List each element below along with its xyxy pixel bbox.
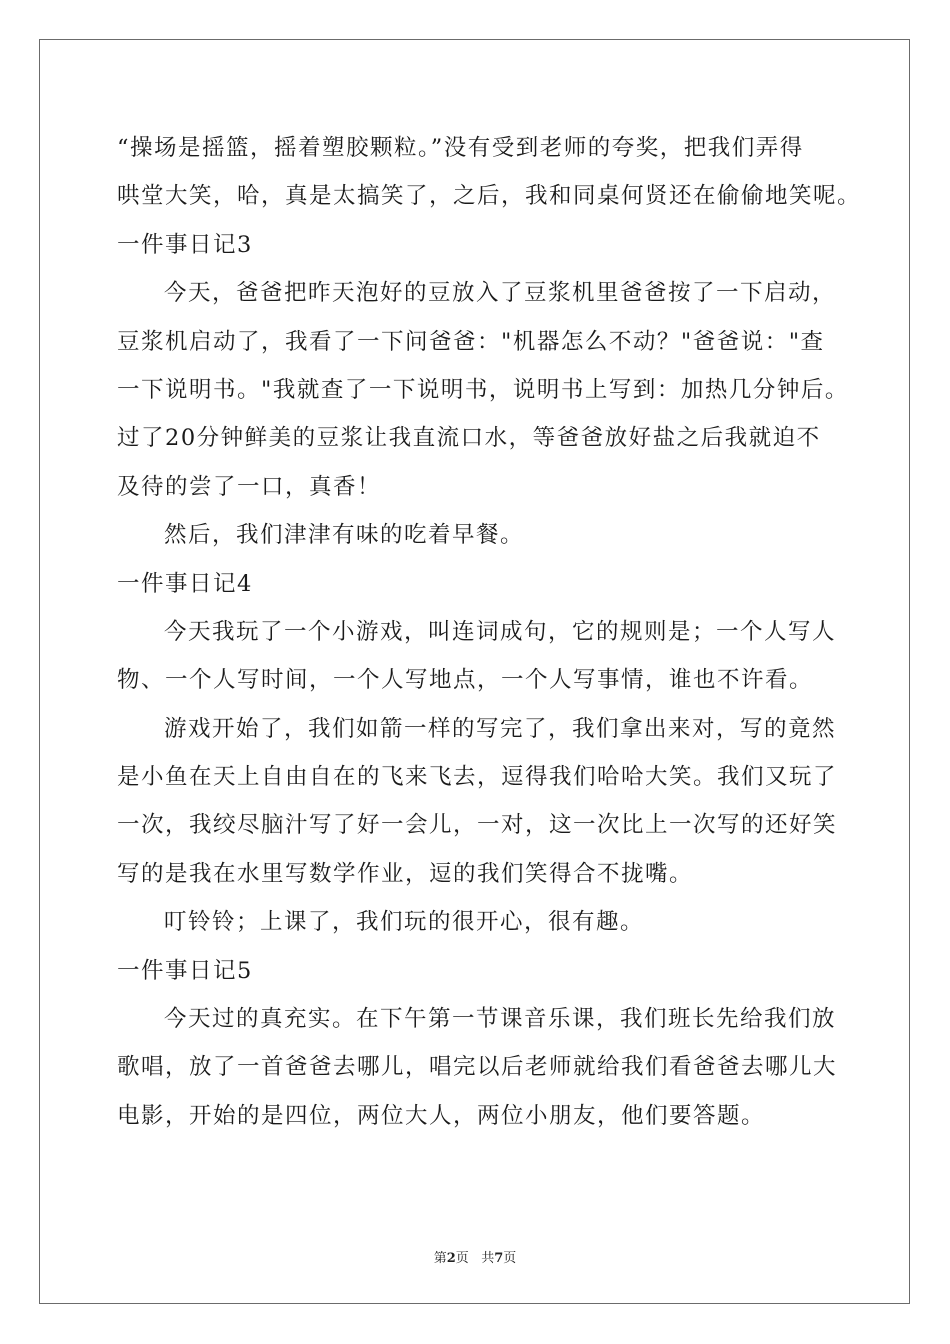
section-heading: 一件事日记5 bbox=[117, 957, 253, 984]
text-line: 然后，我们津津有味的吃着早餐。 bbox=[164, 522, 525, 549]
text-line: “操场是摇篮，摇着塑胶颗粒。”没有受到老师的夸奖，把我们弄得 bbox=[117, 135, 804, 161]
text-line: 今天过的真充实。在下午第一节课音乐课，我们班长先给我们放 bbox=[164, 1006, 837, 1033]
text-line: 今天，爸爸把昨天泡好的豆放入了豆浆机里爸爸按了一下启动， bbox=[164, 280, 837, 307]
text-line: 过了20分钟鲜美的豆浆让我直流口水，等爸爸放好盐之后我就迫不 bbox=[117, 425, 821, 452]
text-line: 叮铃铃；上课了，我们玩的很开心，很有趣。 bbox=[164, 909, 645, 936]
text-line: 是小鱼在天上自由自在的飞来飞去，逗得我们哈哈大笑。我们又玩了 bbox=[117, 764, 838, 791]
total-prefix: 共 bbox=[481, 1251, 495, 1266]
text-line: 电影，开始的是四位，两位大人，两位小朋友，他们要答题。 bbox=[117, 1102, 766, 1129]
document-body bbox=[117, 128, 862, 1144]
text-line: 写的是我在水里写数学作业，逗的我们笑得合不拢嘴。 bbox=[117, 860, 694, 887]
page-suffix: 页 bbox=[455, 1251, 469, 1266]
page-number: 2 bbox=[446, 1251, 456, 1266]
text-line: 游戏开始了，我们如箭一样的写完了，我们拿出来对，写的竟然 bbox=[164, 715, 837, 742]
section-heading: 一件事日记3 bbox=[117, 231, 253, 258]
text-line: 及待的尝了一口，真香！ bbox=[117, 473, 382, 500]
text-line: 一下说明书。"我就查了一下说明书，说明书上写到：加热几分钟后。 bbox=[117, 376, 849, 403]
page-prefix: 第 bbox=[433, 1251, 447, 1266]
text-line: 哄堂大笑，哈，真是太搞笑了，之后，我和同桌何贤还在偷偷地笑呢。 bbox=[117, 183, 862, 210]
text-line: 歌唱，放了一首爸爸去哪儿，唱完以后老师就给我们看爸爸去哪儿大 bbox=[117, 1054, 838, 1081]
page-footer bbox=[0, 1247, 950, 1266]
total-suffix: 页 bbox=[503, 1251, 517, 1266]
text-line: 今天我玩了一个小游戏，叫连词成句，它的规则是；一个人写人 bbox=[164, 618, 837, 645]
text-line: 物、一个人写时间，一个人写地点，一个人写事情，谁也不许看。 bbox=[117, 667, 814, 694]
total-pages: 7 bbox=[494, 1251, 504, 1266]
text-line: 豆浆机启动了，我看了一下问爸爸："机器怎么不动？"爸爸说："查 bbox=[117, 328, 825, 355]
section-heading: 一件事日记4 bbox=[117, 570, 253, 597]
text-line: 一次，我绞尽脑汁写了好一会儿，一对，这一次比上一次写的还好笑 bbox=[117, 812, 838, 839]
